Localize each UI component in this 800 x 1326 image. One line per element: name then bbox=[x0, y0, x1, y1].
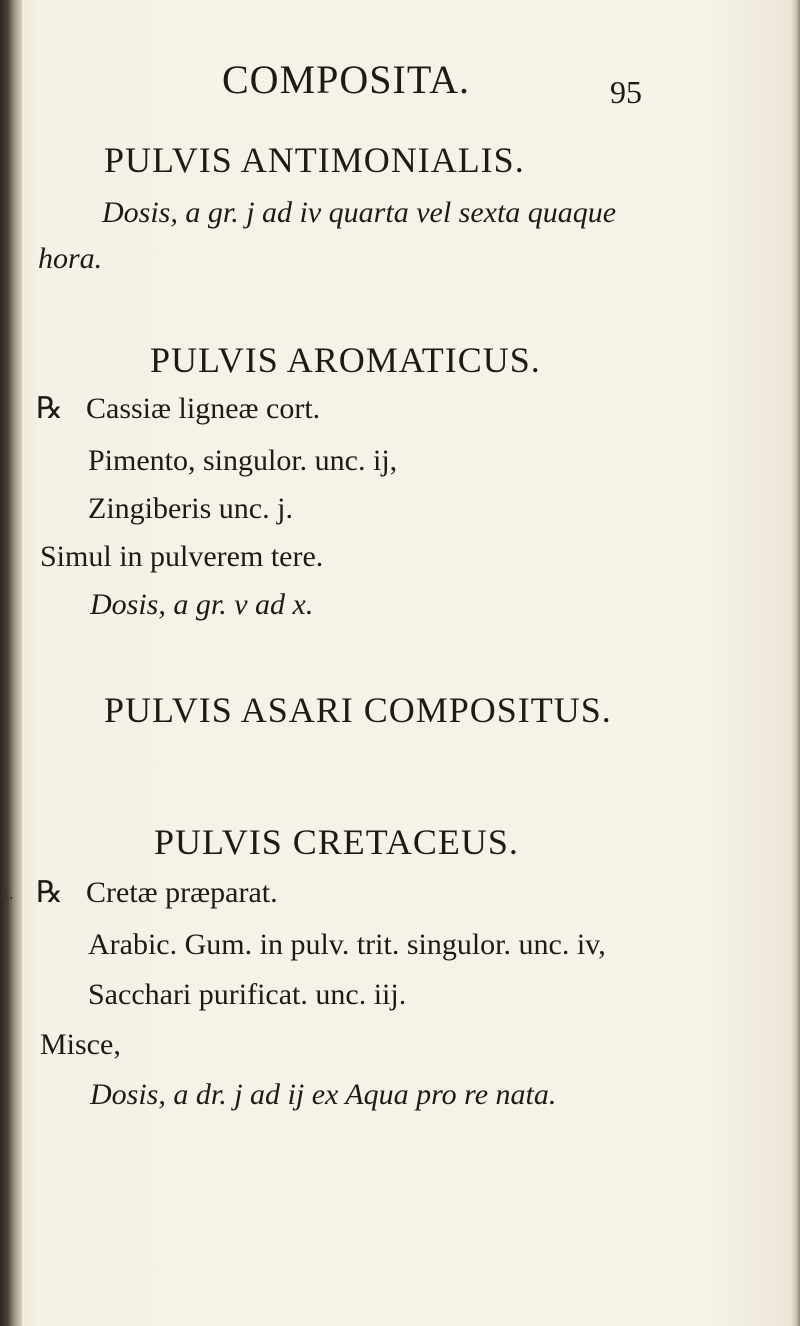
section-heading-asari: PULVIS ASARI COMPOSITUS. bbox=[104, 690, 612, 730]
ingredient-cretaceus-2: Arabic. Gum. in pulv. trit. singulor. unc. iv, bbox=[88, 928, 606, 961]
instruction-aromaticus: Simul in pulverem tere. bbox=[40, 540, 324, 573]
section-heading-aromaticus: PULVIS AROMATICUS. bbox=[150, 340, 541, 380]
margin-mark: t. bbox=[4, 883, 14, 903]
dosis-line-antimonialis-2: hora. bbox=[38, 242, 103, 275]
page-binding-edge bbox=[0, 0, 22, 1326]
ingredient-cretaceus-3: Sacchari purificat. unc. iij. bbox=[88, 978, 407, 1011]
dosis-aromaticus: Dosis, a gr. v ad x. bbox=[90, 588, 314, 621]
page-right-edge bbox=[790, 0, 800, 1326]
instruction-cretaceus: Misce, bbox=[40, 1028, 121, 1061]
recipe-symbol-cretaceus: ℞ bbox=[36, 875, 63, 910]
ingredient-aromaticus-1: Cassiæ ligneæ cort. bbox=[86, 392, 321, 425]
section-heading-antimonialis: PULVIS ANTIMONIALIS. bbox=[104, 140, 525, 180]
ingredient-aromaticus-3: Zingiberis unc. j. bbox=[88, 492, 293, 525]
dosis-cretaceus: Dosis, a dr. j ad ij ex Aqua pro re nata. bbox=[90, 1078, 557, 1111]
running-header-title: COMPOSITA. bbox=[222, 57, 470, 102]
ingredient-aromaticus-2: Pimento, singulor. unc. ij, bbox=[88, 444, 398, 477]
recipe-symbol-aromaticus: ℞ bbox=[36, 391, 63, 426]
section-heading-cretaceus: PULVIS CRETACEUS. bbox=[154, 822, 519, 862]
page-number: 95 bbox=[610, 74, 642, 110]
dosis-line-antimonialis-1: Dosis, a gr. j ad iv quarta vel sexta quaque bbox=[102, 196, 617, 229]
ingredient-cretaceus-1: Cretæ præparat. bbox=[86, 876, 278, 909]
